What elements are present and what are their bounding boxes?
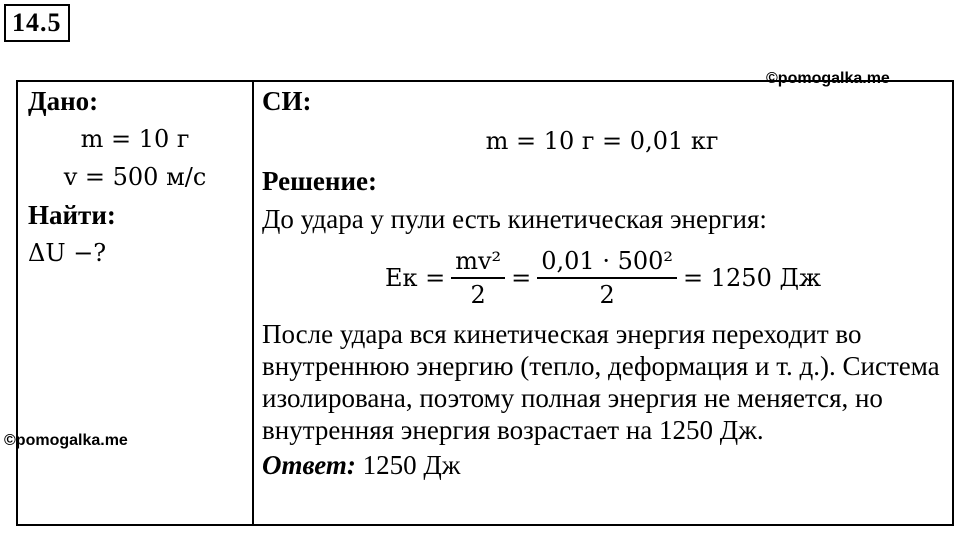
fraction-values (537, 247, 677, 309)
given-mass: m = 10 г (80, 125, 190, 153)
kinetic-energy-equation (254, 238, 952, 318)
answer-value: 1250 Дж (362, 450, 461, 480)
watermark-left: ©pomogalka.me (4, 432, 128, 449)
solution-heading: Решение: (262, 166, 377, 196)
problem-number: 14.5 (4, 4, 70, 42)
si-conversion: m = 10 г = 0,01 кг (485, 127, 719, 155)
given-velocity: v = 500 м/с (63, 163, 207, 191)
equation-result: = 1250 Дж (683, 264, 822, 292)
task-table (16, 80, 954, 526)
find-quantity: ΔU −? (28, 239, 107, 267)
fraction-values-numerator: 0,01 · 500² (537, 247, 677, 279)
fraction-mv2-denominator: 2 (470, 281, 486, 309)
fraction-mv2 (451, 247, 505, 309)
given-column (17, 81, 253, 525)
solution-intro: До удара у пули есть кинетическая энергия: (262, 204, 767, 234)
answer-line (254, 446, 952, 484)
given-heading: Дано: (28, 86, 99, 116)
equation-equals: = (511, 264, 532, 292)
find-heading: Найти: (28, 200, 116, 230)
solution-column (253, 81, 953, 525)
answer-label: Ответ: (262, 450, 356, 480)
solution-explanation: После удара вся кинетическая энергия переходит во внутреннюю энергию (тепло, деформация и т. д.). Система изолирована, поэтому полная энергия не меняется, но внутренняя энергия возрастает на 1250 Дж. (262, 319, 940, 445)
equation-lhs: Eк = (384, 264, 446, 292)
si-heading: СИ: (262, 86, 312, 116)
fraction-mv2-numerator: mv² (451, 247, 505, 279)
fraction-values-denominator: 2 (599, 281, 615, 309)
watermark-top: ©pomogalka.me (766, 70, 890, 87)
